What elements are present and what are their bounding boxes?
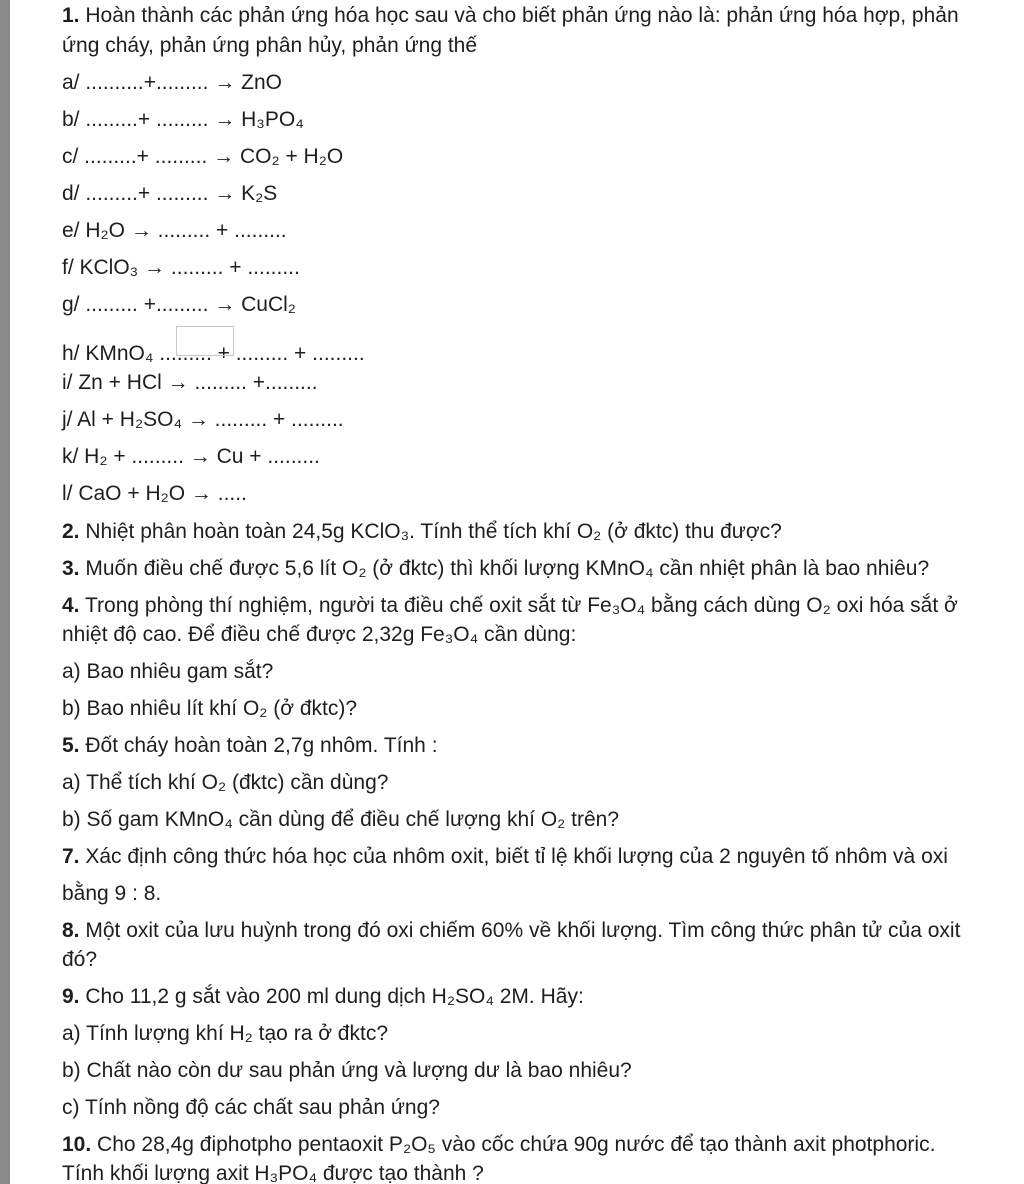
q8: 8. Một oxit của lưu huỳnh trong đó oxi chiếm 60% về khối lượng. Tìm công thức phân tử của oxit	[62, 919, 961, 942]
q5-a: a) Thể tích khí O₂ (đktc) cần dùng?	[62, 771, 389, 794]
q5-b: b) Số gam KMnO₄ cần dùng để điều chế lượng khí O₂ trên?	[62, 808, 620, 831]
eq-j: j/ Al + H₂SO₄ → ......... + .........	[62, 408, 344, 431]
q1-title-cont: ứng cháy, phản ứng phân hủy, phản ứng thế	[62, 34, 478, 57]
q7-cont: bằng 9 : 8.	[62, 882, 162, 905]
q4: 4. Trong phòng thí nghiệm, người ta điều chế oxit sắt từ Fe₃O₄ bằng cách dùng O₂ oxi hóa sắt ở	[62, 594, 958, 617]
q9-b: b) Chất nào còn dư sau phản ứng và lượng dư là bao nhiêu?	[62, 1059, 632, 1082]
empty-box	[176, 326, 234, 356]
q5: 5. Đốt cháy hoàn toàn 2,7g nhôm. Tính :	[62, 734, 438, 757]
eq-b: b/ .........+ ......... → H₃PO₄	[62, 108, 304, 131]
q8-cont: đó?	[62, 948, 98, 971]
q9-a: a) Tính lượng khí H₂ tạo ra ở đktc?	[62, 1022, 389, 1045]
q2: 2. Nhiệt phân hoàn toàn 24,5g KClO₃. Tính thể tích khí O₂ (ở đktc) thu được?	[62, 520, 782, 543]
q9: 9. Cho 11,2 g sắt vào 200 ml dung dịch H₂SO₄ 2M. Hãy:	[62, 985, 584, 1008]
q4-b: b) Bao nhiêu lít khí O₂ (ở đktc)?	[62, 697, 358, 720]
eq-l: l/ CaO + H₂O → .....	[62, 482, 247, 505]
eq-i: i/ Zn + HCl → ......... +.........	[62, 371, 318, 394]
q4-cont: nhiệt độ cao. Để điều chế được 2,32g Fe₃O₄ cần dùng:	[62, 623, 577, 646]
eq-h: h/ KMnO₄ ......... + ......... + .........	[62, 342, 365, 365]
q4-a: a) Bao nhiêu gam sắt?	[62, 660, 274, 683]
q10: 10. Cho 28,4g điphotpho pentaoxit P₂O₅ vào cốc chứa 90g nước để tạo thành axit photphoric.	[62, 1133, 936, 1156]
q10-cont: Tính khối lượng axit H₃PO₄ được tạo thành ?	[62, 1162, 484, 1184]
eq-a: a/ ..........+......... → ZnO	[62, 71, 282, 94]
eq-e: e/ H₂O → ......... + .........	[62, 219, 287, 242]
eq-d: d/ .........+ ......... → K₂S	[62, 182, 278, 205]
q9-c: c) Tính nồng độ các chất sau phản ứng?	[62, 1096, 440, 1119]
q1-title: 1. Hoàn thành các phản ứng hóa học sau và cho biết phản ứng nào là: phản ứng hóa hợp, phản	[62, 4, 959, 27]
q7: 7. Xác định công thức hóa học của nhôm oxit, biết tỉ lệ khối lượng của 2 nguyên tố nhôm và oxi	[62, 845, 948, 868]
worksheet	[62, 0, 1024, 1184]
eq-g: g/ ......... +......... → CuCl₂	[62, 293, 296, 316]
eq-k: k/ H₂ + ......... → Cu + .........	[62, 445, 320, 468]
eq-f: f/ KClO₃ → ......... + .........	[62, 256, 300, 279]
eq-c: c/ .........+ ......... → CO₂ + H₂O	[62, 145, 344, 168]
left-border	[0, 0, 10, 1184]
q3: 3. Muốn điều chế được 5,6 lít O₂ (ở đktc) thì khối lượng KMnO₄ cần nhiệt phân là bao nhiêu?	[62, 557, 930, 580]
